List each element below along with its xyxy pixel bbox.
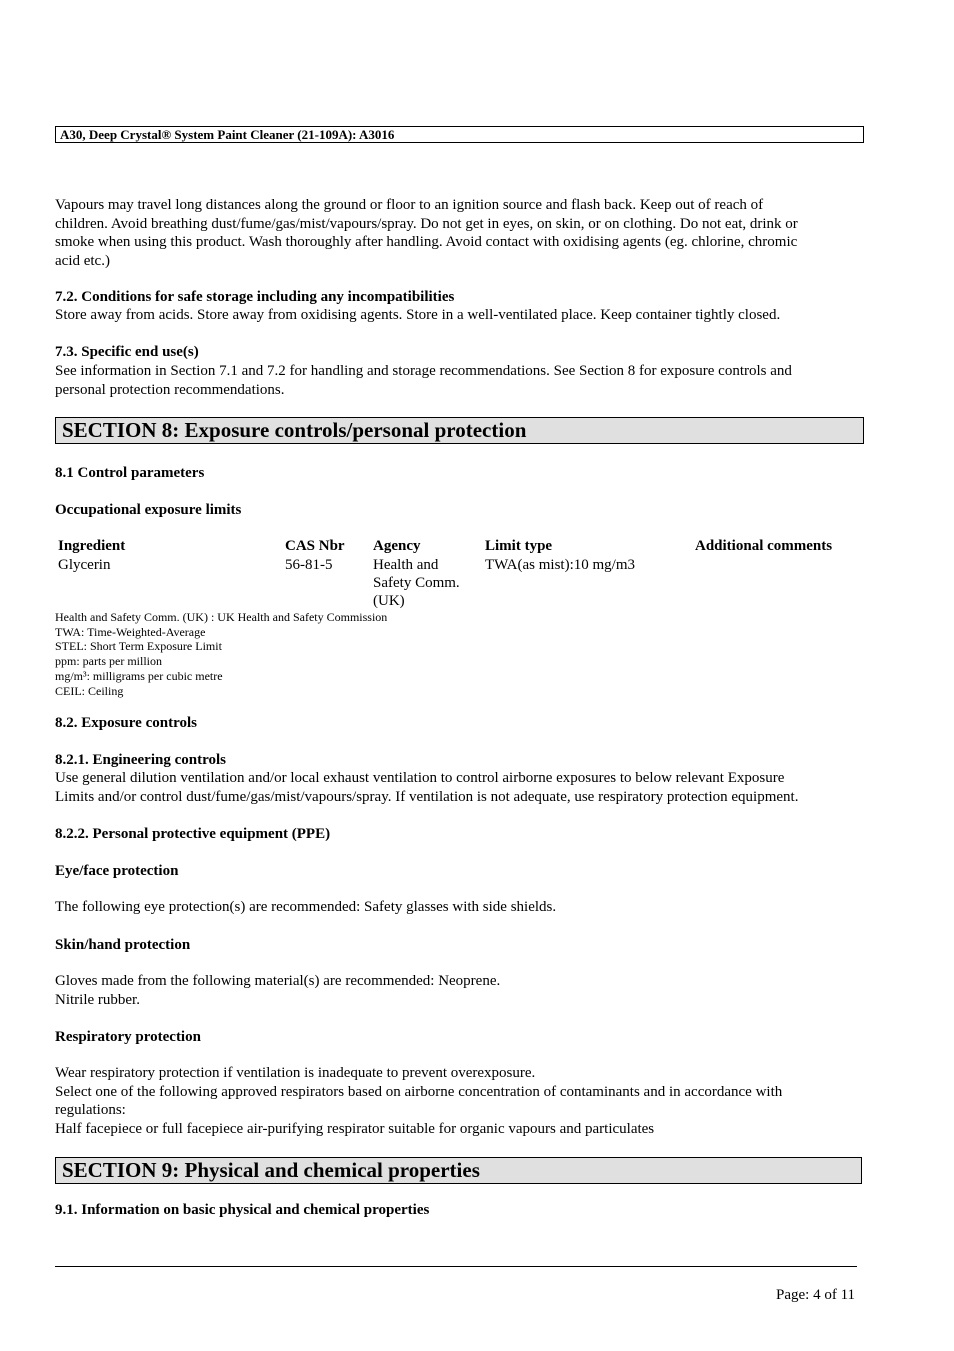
page-number: Page: 4 of 11 [776, 1287, 856, 1303]
heading-skin: Skin/hand protection [55, 937, 191, 953]
col-header-limit-type: Limit type [485, 538, 553, 554]
document-header [55, 126, 864, 143]
text-line: See information in Section 7.1 and 7.2 for handling and storage recommendations. See Section 8 for exposure controls and [55, 363, 792, 379]
text-line: Gloves made from the following material(s) are recommended: Neoprene. [55, 973, 501, 989]
heading-7-3: 7.3. Specific end use(s) [55, 344, 199, 360]
text-line: smoke when using this product. Wash thoroughly after handling. Avoid contact with oxidising agents (eg. chlorine, chromic [55, 234, 798, 250]
heading-8-2-2: 8.2.2. Personal protective equipment (PPE) [55, 826, 331, 842]
cell-cas: 56-81-5 [285, 557, 333, 573]
text-line: children. Avoid breathing dust/fume/gas/mist/vapours/spray. Do not get in eyes, on skin, or on clothing. Do not eat, drink or [55, 215, 798, 232]
storage-text: Store away from acids. Store away from oxidising agents. Store in a well-ventilated place. Keep container tightly closed. [55, 307, 781, 323]
respiratory-text [55, 1064, 870, 1138]
handling-paragraph [55, 196, 870, 270]
footer-divider [55, 1266, 857, 1267]
cell-agency [373, 556, 460, 610]
note-line: Health and Safety Comm. (UK) : UK Health and Safety Commission [55, 610, 388, 624]
col-header-agency: Agency [373, 538, 421, 554]
heading-8-1: 8.1 Control parameters [55, 465, 205, 481]
text-line: regulations: [55, 1102, 126, 1118]
end-use-text [55, 362, 870, 399]
section-8-heading [55, 417, 864, 444]
text-line: Nitrile rubber. [55, 991, 140, 1008]
col-header-ingredient: Ingredient [58, 538, 126, 554]
note-line: ppm: parts per million [55, 654, 162, 669]
text-line: Wear respiratory protection if ventilation is inadequate to prevent overexposure. [55, 1065, 536, 1081]
heading-8-2-1: 8.2.1. Engineering controls [55, 752, 226, 768]
heading-respiratory: Respiratory protection [55, 1029, 201, 1045]
text-line: Use general dilution ventilation and/or local exhaust ventilation to control airborne exposures to below relevant Exposure [55, 770, 785, 786]
heading-oel: Occupational exposure limits [55, 502, 242, 518]
abbreviation-notes [55, 610, 387, 698]
text-line: Half facepiece or full facepiece air-purifying respirator suitable for organic vapours and particulates [55, 1120, 655, 1137]
col-header-cas: CAS Nbr [285, 538, 345, 554]
text-line: Vapours may travel long distances along the ground or floor to an ignition source and flash back. Keep out of reach of [55, 197, 764, 213]
heading-7-2: 7.2. Conditions for safe storage including any incompatibilities [55, 289, 455, 305]
heading-eye: Eye/face protection [55, 863, 179, 879]
eye-text: The following eye protection(s) are recommended: Safety glasses with side shields. [55, 899, 557, 915]
note-line: CEIL: Ceiling [55, 683, 124, 698]
text-line: (UK) [373, 593, 405, 609]
col-header-comments: Additional comments [695, 538, 833, 554]
skin-text [55, 972, 870, 1009]
section-title: SECTION 8: Exposure controls/personal protection [62, 418, 527, 442]
note-line: mg/m³: milligrams per cubic metre [55, 668, 223, 683]
text-line: Select one of the following approved respirators based on airborne concentration of contaminants and in accordance with [55, 1083, 783, 1100]
text-line: Limits and/or control dust/fume/gas/mist/vapours/spray. If ventilation is not adequate, use respiratory protection equipment. [55, 788, 799, 805]
text-line: acid etc.) [55, 252, 110, 269]
heading-9-1: 9.1. Information on basic physical and chemical properties [55, 1202, 430, 1218]
cell-limit: TWA(as mist):10 mg/m3 [485, 557, 635, 573]
text-line: personal protection recommendations. [55, 381, 285, 398]
text-line: Health and [373, 557, 439, 573]
section-title: SECTION 9: Physical and chemical properties [62, 1158, 480, 1182]
note-line: TWA: Time-Weighted-Average [55, 624, 206, 639]
text-line: Safety Comm. [373, 575, 460, 591]
note-line: STEL: Short Term Exposure Limit [55, 639, 222, 654]
engineering-text [55, 769, 870, 806]
cell-ingredient: Glycerin [58, 557, 111, 573]
product-title: A30, Deep Crystal® System Paint Cleaner (21-109A): A3016 [60, 127, 395, 142]
heading-8-2: 8.2. Exposure controls [55, 715, 197, 731]
section-9-heading [55, 1157, 862, 1184]
